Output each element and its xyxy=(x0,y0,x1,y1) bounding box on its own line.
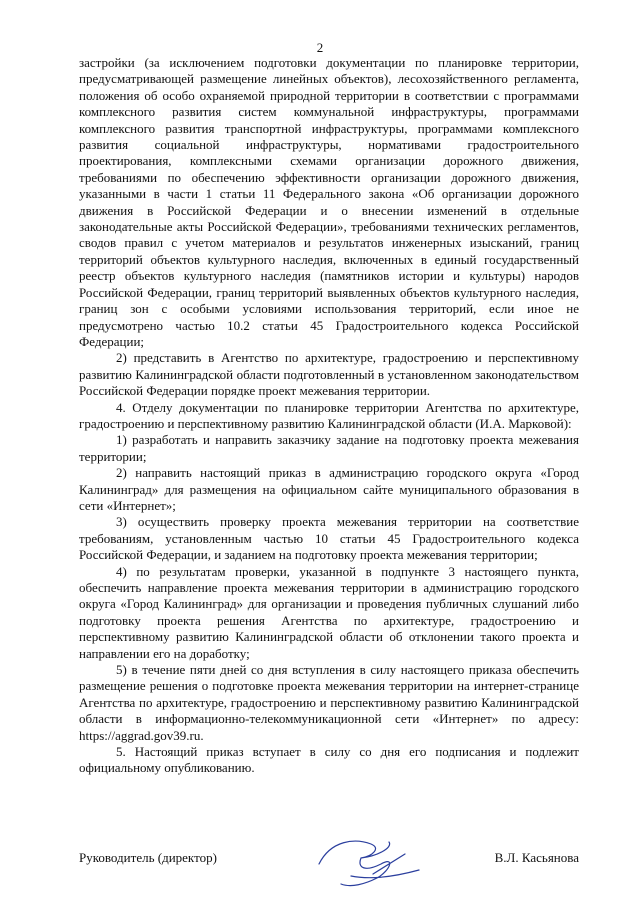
paragraph-item: 2) представить в Агентство по архитектуре, градостроению и перспективному развитию Калининградской области подготовленный в установленном законодательством Российской Федерации порядке проект межевания территории. xyxy=(79,350,579,399)
paragraph-item: 2) направить настоящий приказ в администрацию городского округа «Город Калининград» для размещения на официальном сайте муниципального образования в сети «Интернет»; xyxy=(79,465,579,513)
paragraph-item: 4) по результатам проверки, указанной в подпункте 3 настоящего пункта, обеспечить направление проекта межевания территории в администрацию городского округа «Город Калининград» для организации и проведения публичных слушаний либо подготовку проекта решения Агентства по архитектуре, градостроению и перспективному развитию Калининградской области об отклонении такого проекта и направлении его на доработку; xyxy=(79,563,579,661)
paragraph-item: 5. Настоящий приказ вступает в силу со дня его подписания и подлежит официальному опубликованию. xyxy=(79,744,579,776)
paragraph-continuation: застройки (за исключением подготовки документации по планировке территории, предусматривающей размещение линейных объектов), лесохозяйственного регламента, положения об особо охраняемой природной территории в соответствии с программами комплексного развития систем коммунальной инфраструктуры, программами комплексного развития транспортной инфраструктуры, программами комплексного развития социальной инфраструктуры, нормативами градостроительного проектирования, комплексными схемами организации дорожного движения, требованиями по обеспечению эффективности организации дорожного движения, указанными в части 1 статьи 11 Федерального закона «Об организации дорожного движения в Российской Федерации и о внесении изменений в отдельные законодательные акты Российской Федерации», требованиями технических регламентов, сводов правил с учетом материалов и результатов инженерных изысканий, границ территорий объектов культурного наследия, включенных в единый государственный реестр объектов культурного наследия (памятников истории и культуры) народов Российской Федерации, границ территорий выявленных объектов культурного наследия, границ зон с особыми условиями использования территорий, если иное не предусмотрено частью 10.2 статьи 45 Градостроительного кодекса Российской Федерации; xyxy=(79,55,579,349)
page-number: 2 xyxy=(316,40,324,55)
signatory-name: В.Л. Касьянова xyxy=(494,850,579,865)
signatory-position: Руководитель (директор) xyxy=(79,850,217,865)
paragraph-item: 3) осуществить проверку проекта межевания территории на соответствие требованиям, установленным частью 10 статьи 45 Градостроительного кодекса Российской Федерации, и заданием на подготовку проекта межевания территории; xyxy=(79,514,579,563)
signature-block xyxy=(79,838,579,898)
handwritten-signature-icon xyxy=(311,834,431,896)
paragraph-item: 4. Отделу документации по планировке территории Агентства по архитектуре, градостроению и перспективному развитию Калининградской области (И.А. Марковой): xyxy=(79,399,579,431)
paragraph-item: 5) в течение пяти дней со дня вступления в силу настоящего приказа обеспечить размещение решения о подготовке проекта межевания территории на интернет-странице Агентства по архитектуре, градостроению и перспективному развитию Калининградской области в информационно-телекоммуникационной сети «Интернет» по адресу: https://aggrad.gov39.ru. xyxy=(79,662,579,743)
paragraph-item: 1) разработать и направить заказчику задание на подготовку проекта межевания территории; xyxy=(79,432,579,464)
document-body xyxy=(79,55,579,777)
